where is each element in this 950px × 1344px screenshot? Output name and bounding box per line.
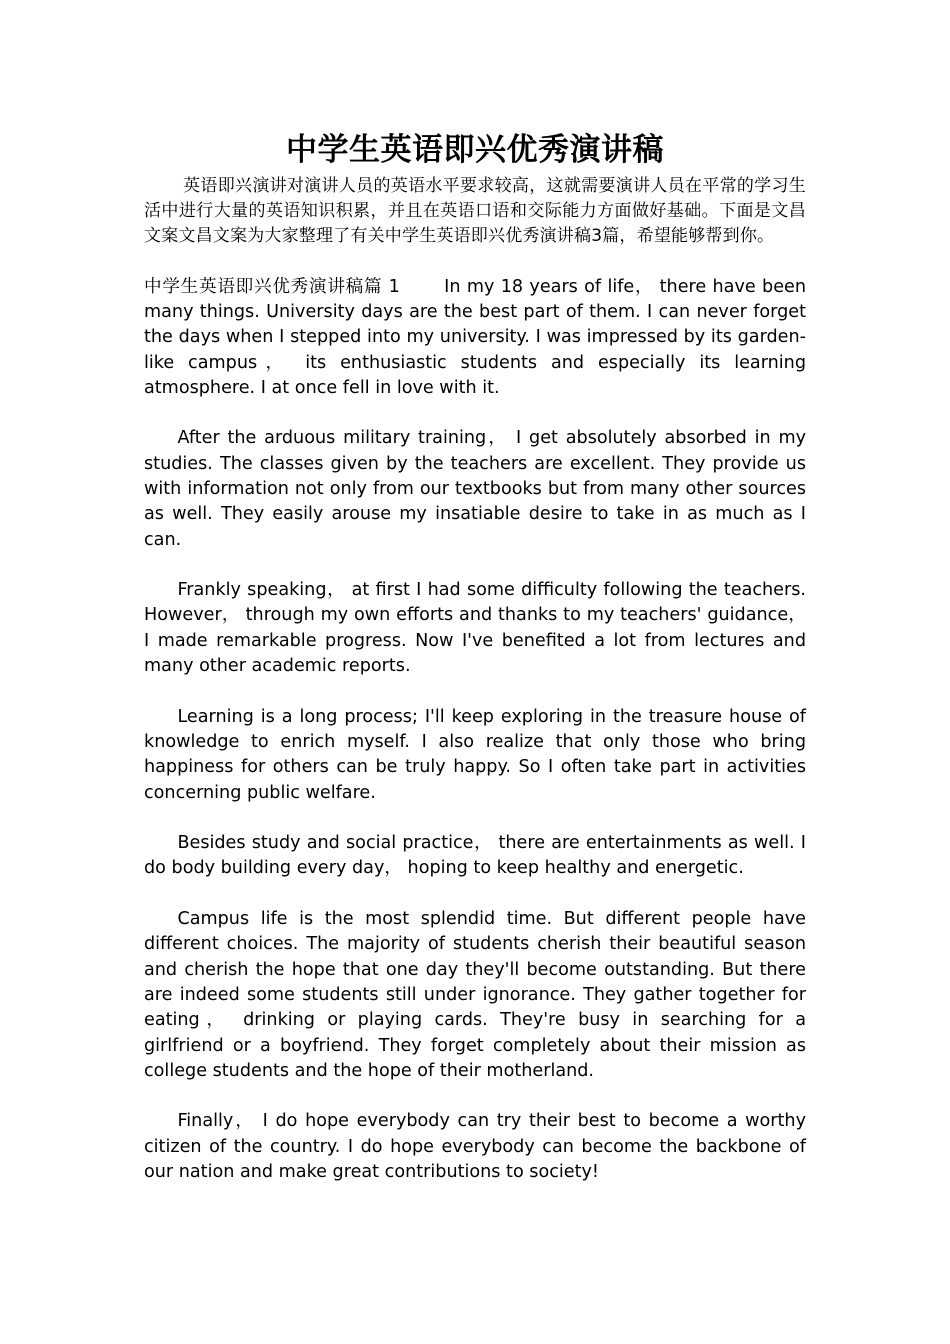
intro-paragraph: 英语即兴演讲对演讲人员的英语水平要求较高，这就需要演讲人员在平常的学习生活中进行大量的英语知识积累，并且在英语口语和交际能力方面做好基础。下面是文昌文案文昌文案为大家整理了有关中学生英语即兴优秀演讲稿3篇，希望能够帮到你。 (144, 176, 806, 247)
speech-paragraph-3: Frankly speaking， at first I had some difficulty following the teachers. However， through my own efforts and thanks to my teachers' guidance， I made remarkable progress. Now I've benefited a lot from lectures and many other academic reports. (144, 580, 806, 677)
paragraph-text: In my 18 years of life， there have been many things. University days are the best part of them. I can never forget the days when I stepped into my university. I was impressed by its garden-like campus， its enthusiastic students and especially its learning atmosphere. I at once fell in love with it. (144, 276, 806, 398)
paragraph-gap (144, 882, 806, 907)
speech-paragraph-2: After the arduous military training， I get absolutely absorbed in my studies. The classes given by the teachers are excellent. They provide us with information not only from our textbooks but from many other sources as well. They easily arouse my insatiable desire to take in as much as I can. (144, 428, 806, 550)
paragraph-gap (144, 553, 806, 578)
paragraph-gap (144, 401, 806, 426)
paragraph-gap (144, 806, 806, 831)
speech-paragraph-5: Besides study and social practice， there are entertainments as well. I do body building every day， hoping to keep healthy and energetic. (144, 833, 806, 879)
paragraph-gap (144, 679, 806, 704)
speech-paragraph-6: Campus life is the most splendid time. But different people have different choices. The majority of students cherish their beautiful season and cherish the hope that one day they'll become outstanding. But there are indeed some students still under ignorance. They gather together for eating， drinking or playing cards. They're busy in searching for a girlfriend or a boyfriend. They forget completely about their mission as college students and the hope of their motherland. (144, 909, 806, 1081)
section-label-spacer (400, 277, 444, 297)
document-page (144, 128, 806, 1185)
document-title: 中学生英语即兴优秀演讲稿 (286, 132, 664, 168)
speech-paragraph-7: Finally， I do hope everybody can try their best to become a worthy citizen of the country. I do hope everybody can become the backbone of our nation and make great contributions to society! (144, 1111, 806, 1182)
speech-paragraph-1 (144, 275, 806, 401)
paragraph-gap (144, 1084, 806, 1109)
section-label: 中学生英语即兴优秀演讲稿篇 1 (144, 276, 400, 297)
speech-body (144, 275, 806, 1186)
speech-paragraph-4: Learning is a long process; I'll keep exploring in the treasure house of knowledge to enrich myself. I also realize that only those who bring happiness for others can be truly happy. So I often take part in activities concerning public welfare. (144, 706, 806, 803)
